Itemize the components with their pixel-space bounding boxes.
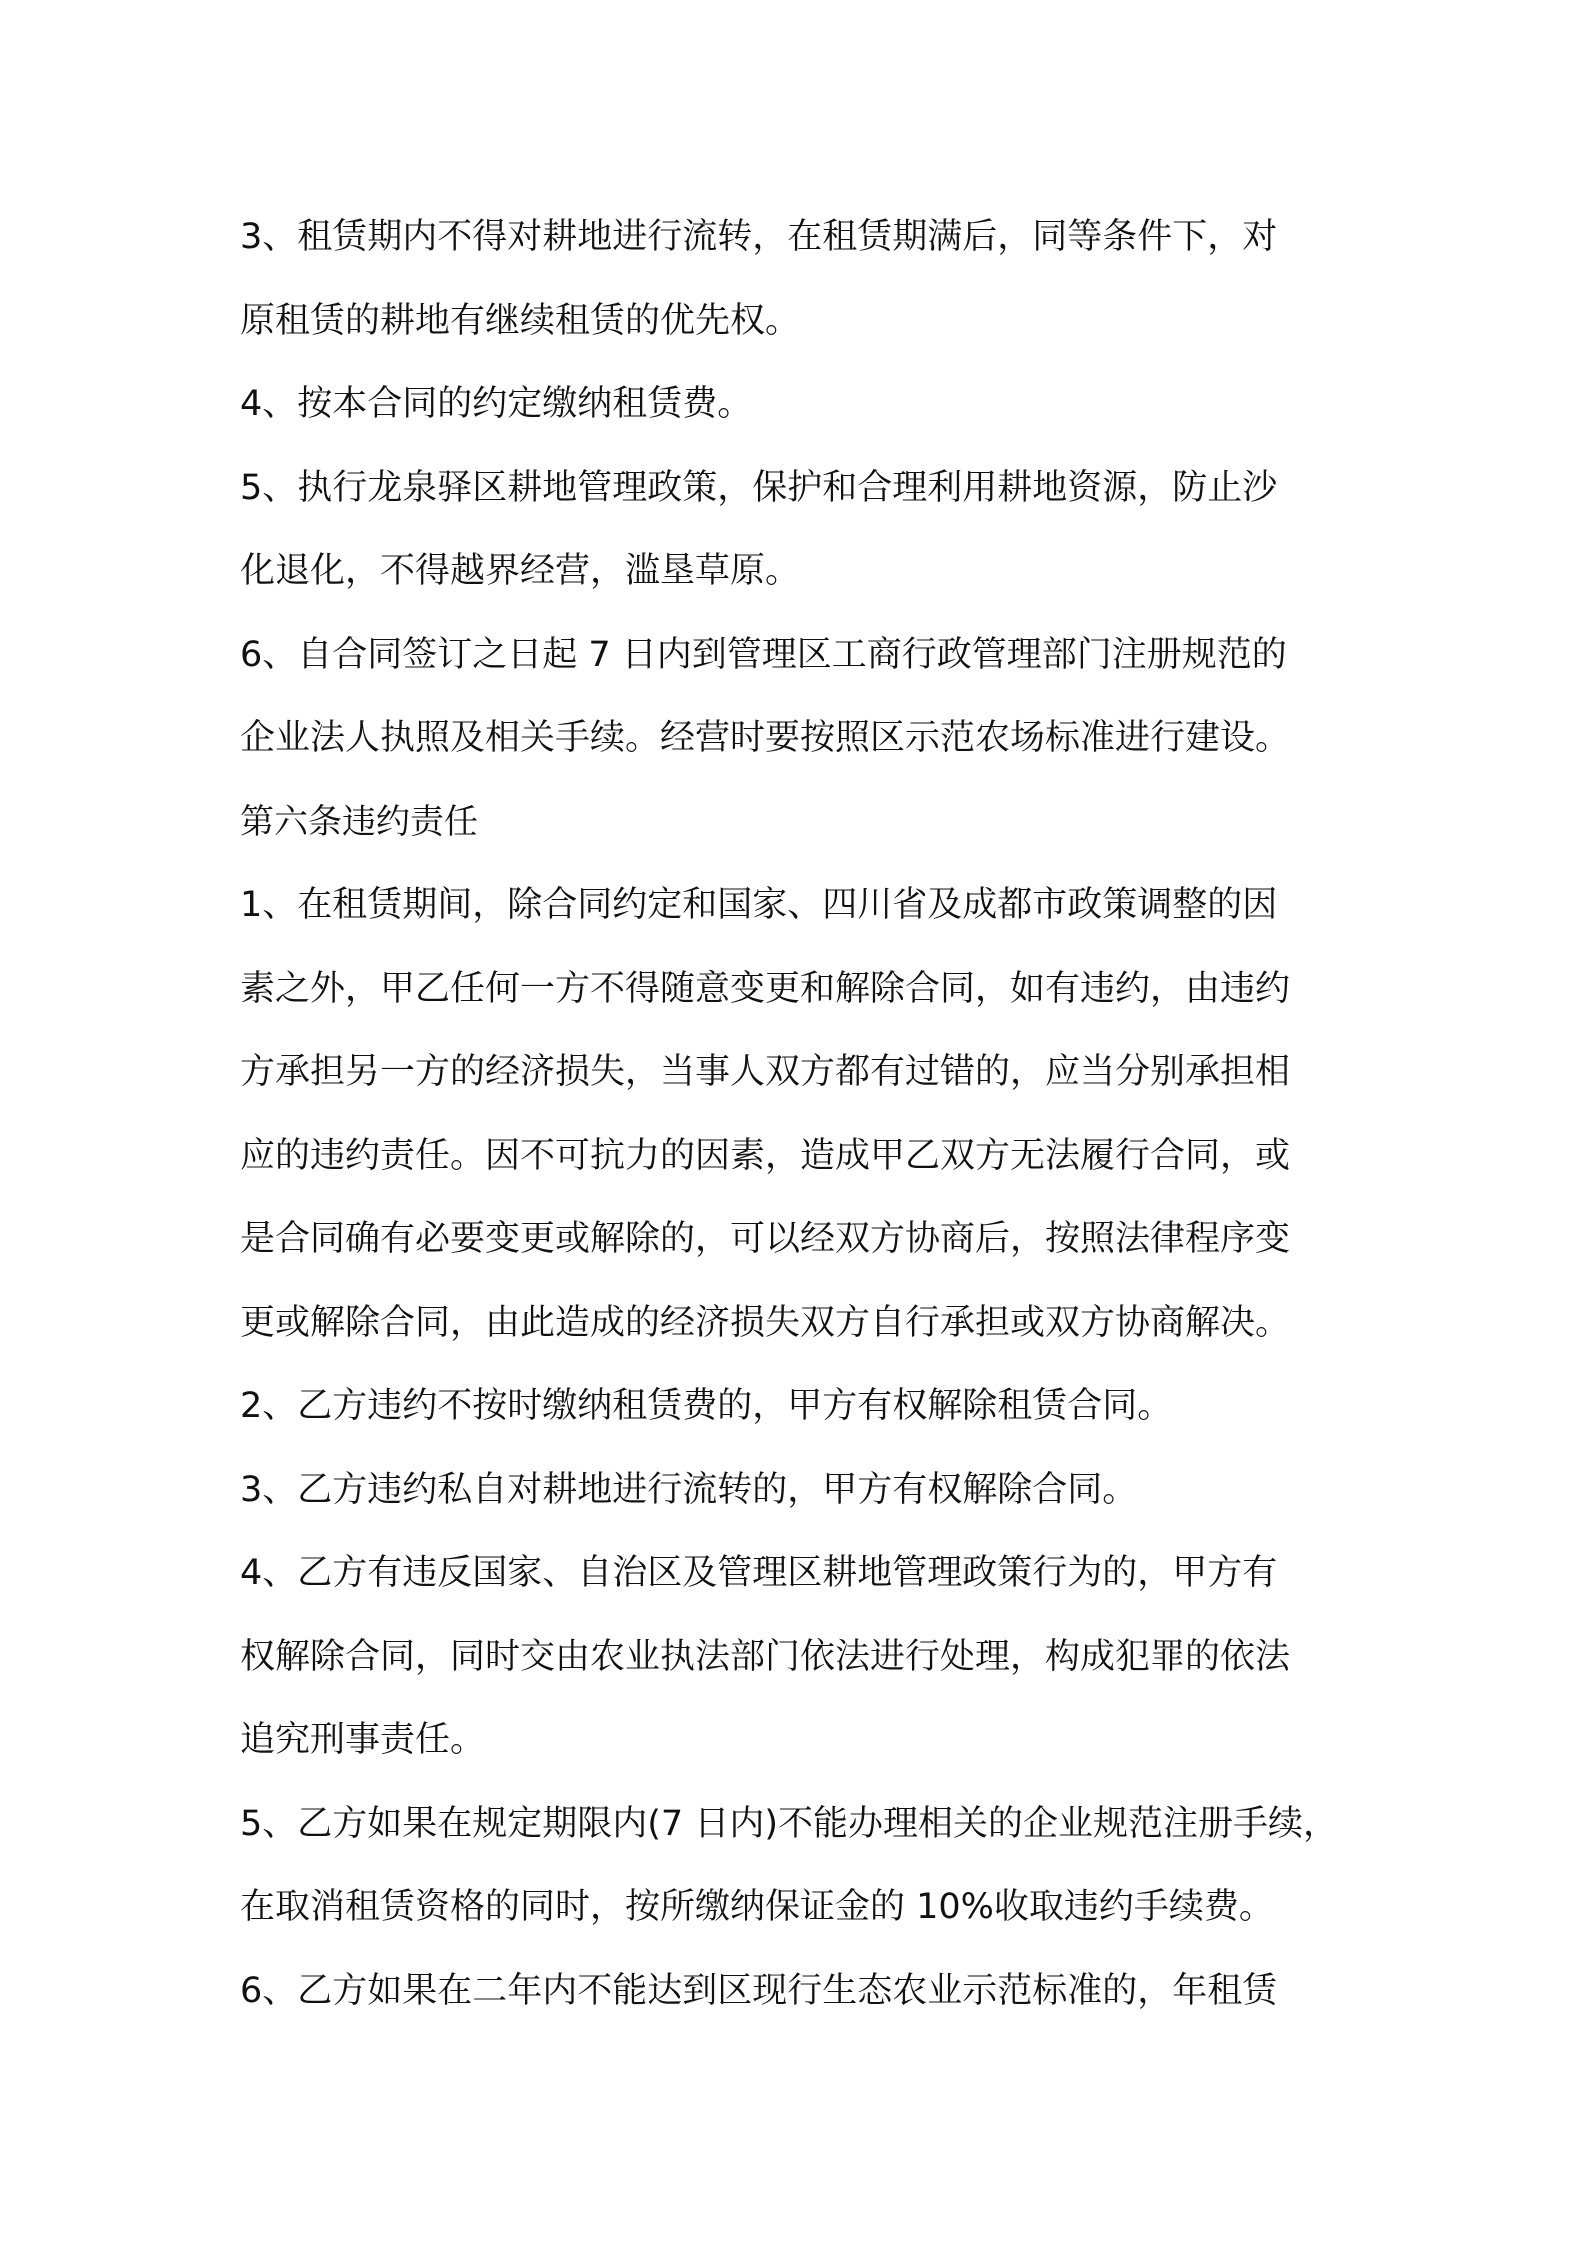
text-line: 4、乙方有违反国家、自治区及管理区耕地管理政策行为的，甲方有	[240, 1553, 1278, 1593]
text-line: 追究刑事责任。	[240, 1720, 486, 1760]
text-line: 权解除合同，同时交由农业执法部门依法进行处理，构成犯罪的依法	[240, 1636, 1291, 1677]
text-line: 方承担另一方的经济损失，当事人双方都有过错的，应当分别承担相	[240, 1052, 1291, 1092]
text-line: 6、乙方如果在二年内不能达到区现行生态农业示范标准的，年租赁	[240, 1970, 1278, 2011]
text-line: 3、乙方违约私自对耕地进行流转的，甲方有权解除合同。	[240, 1469, 1138, 1510]
text-line: 4、按本合同的约定缴纳租赁费。	[240, 384, 753, 424]
text-line: 5、执行龙泉驿区耕地管理政策，保护和合理利用耕地资源，防止沙	[240, 467, 1278, 508]
text-line: 1、在租赁期间，除合同约定和国家、四川省及成都市政策调整的因	[240, 885, 1278, 925]
text-line: 原租赁的耕地有继续租赁的优先权。	[240, 300, 801, 341]
text-line: 应的违约责任。因不可抗力的因素，造成甲乙双方无法履行合同，或	[240, 1135, 1291, 1176]
text-line: 6、自合同签订之日起 7 日内到管理区工商行政管理部门注册规范的	[240, 634, 1287, 675]
text-line: 3、租赁期内不得对耕地进行流转，在租赁期满后，同等条件下，对	[240, 217, 1278, 257]
text-line: 5、乙方如果在规定期限内(7 日内)不能办理相关的企业规范注册手续，	[240, 1803, 1338, 1844]
section-heading: 第六条违约责任	[240, 801, 478, 842]
text-line: 更或解除合同，由此造成的经济损失双方自行承担或双方协商解决。	[240, 1302, 1291, 1343]
text-line: 2、乙方违约不按时缴纳租赁费的，甲方有权解除租赁合同。	[240, 1386, 1173, 1426]
text-line: 化退化，不得越界经营，滥垦草原。	[240, 551, 801, 591]
text-line: 素之外，甲乙任何一方不得随意变更和解除合同，如有违约，由违约	[240, 968, 1291, 1009]
text-line: 在取消租赁资格的同时，按所缴纳保证金的 10%收取违约手续费。	[240, 1887, 1274, 1927]
text-line: 是合同确有必要变更或解除的，可以经双方协商后，按照法律程序变	[240, 1219, 1291, 1259]
text-line: 企业法人执照及相关手续。经营时要按照区示范农场标准进行建设。	[240, 718, 1291, 758]
